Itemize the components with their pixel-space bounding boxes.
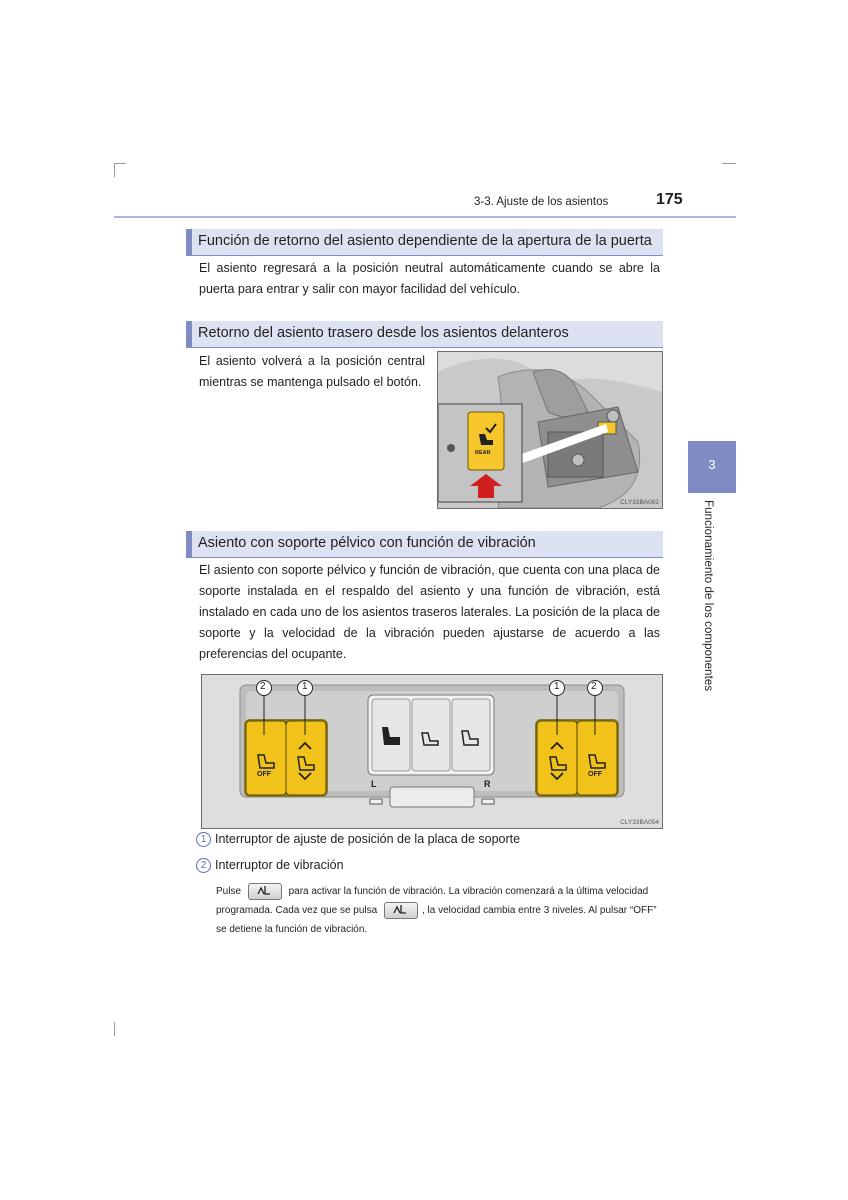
pelvic-support-switch-figure bbox=[201, 674, 663, 829]
vibration-button-icon bbox=[248, 883, 282, 900]
page-number: 175 bbox=[656, 191, 683, 208]
off-label-left: OFF bbox=[257, 771, 271, 778]
paragraph: El asiento con soporte pélvico y función de vibración, que cuenta con una placa de soporte instalada en el respaldo del asiento y una función de vibración, está instalado en cada uno de los asientos traseros laterales. La posición de la placa de soporte y la velocidad de la vibración pueden ajustarse de acuerdo a las preferencias del ocupante. bbox=[199, 563, 660, 661]
callout-2-left: 2 bbox=[260, 681, 266, 692]
paragraph: El asiento regresará a la posición neutral automáticamente cuando se abre la puerta para entrar y salir con mayor facilidad del vehículo. bbox=[199, 261, 660, 296]
section-title: Función de retorno del asiento dependiente de la apertura de la puerta bbox=[186, 229, 663, 255]
vibration-button-icon bbox=[384, 902, 418, 919]
callout-2-right: 2 bbox=[591, 681, 597, 692]
running-header-section: 3-3. Ajuste de los asientos bbox=[474, 196, 609, 208]
chapter-title-vertical: Funcionamiento de los componentes bbox=[702, 500, 714, 692]
crop-mark bbox=[114, 163, 126, 164]
switch-panel-illustration bbox=[202, 675, 662, 828]
callout-1-right: 1 bbox=[554, 681, 560, 692]
section-body bbox=[199, 351, 425, 393]
header-rule bbox=[114, 216, 736, 218]
note-text: , la velocidad cambia entre 3 niveles. Al pulsar “OFF” se detiene la función de vibración. bbox=[216, 905, 657, 935]
crop-mark bbox=[722, 163, 736, 164]
legend-text: Interruptor de ajuste de posición de la placa de soporte bbox=[215, 832, 521, 846]
section-title: Retorno del asiento trasero desde los asientos delanteros bbox=[186, 321, 663, 347]
chapter-tab: 3 bbox=[688, 441, 736, 493]
paragraph: El asiento volverá a la posición central mientras se mantenga pulsado el botón. bbox=[199, 354, 425, 389]
left-seat-label: L bbox=[371, 779, 377, 789]
legend-item-1 bbox=[196, 832, 520, 847]
figure-code: CLY33BA082 bbox=[620, 499, 659, 506]
legend-number: 2 bbox=[196, 858, 211, 873]
right-seat-label: R bbox=[484, 779, 491, 789]
vibration-note bbox=[216, 882, 660, 939]
rear-seat-button-figure bbox=[437, 351, 663, 509]
crop-mark bbox=[114, 163, 115, 177]
legend-item-2 bbox=[196, 858, 344, 873]
legend-number: 1 bbox=[196, 832, 211, 847]
crop-mark bbox=[114, 1022, 115, 1036]
figure-code: CLY33BA054 bbox=[620, 819, 659, 826]
callout-1-left: 1 bbox=[302, 681, 308, 692]
rear-button-label: REAR bbox=[475, 450, 491, 456]
section-underline bbox=[186, 347, 663, 348]
note-text: para activar la función de vibración. La vibración comenzará a la última velocidad programada. Cada vez que se pulsa bbox=[216, 886, 649, 916]
console-illustration bbox=[438, 352, 662, 508]
section-underline bbox=[186, 255, 663, 256]
section-title: Asiento con soporte pélvico con función de vibración bbox=[186, 531, 663, 557]
section-underline bbox=[186, 557, 663, 558]
off-label-right: OFF bbox=[588, 771, 602, 778]
legend-text: Interruptor de vibración bbox=[215, 858, 344, 872]
note-text: Pulse bbox=[216, 886, 242, 897]
section-body bbox=[199, 258, 660, 300]
section-body bbox=[199, 560, 660, 665]
